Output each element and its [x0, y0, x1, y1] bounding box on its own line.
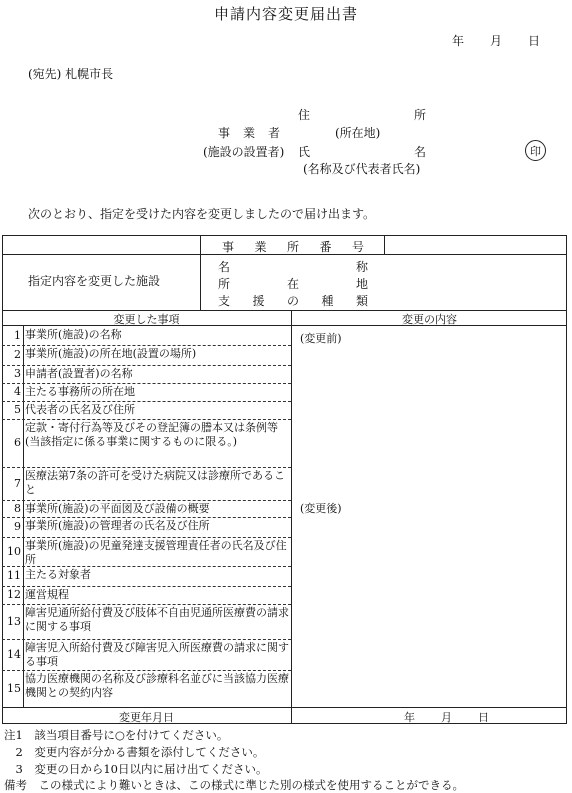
- list-item: 申請者(設置者)の名称: [25, 367, 133, 380]
- statement-text: 次のとおり、指定を受けた内容を変更しましたので届け出ます。: [28, 207, 376, 221]
- support-type-label: 支 援 の 種 類: [218, 294, 368, 308]
- col-items-header: 変更した事項: [113, 313, 180, 326]
- change-date-fields: [404, 709, 489, 725]
- item-number: 4: [14, 385, 21, 398]
- item-number: 7: [14, 477, 21, 490]
- list-item: 定款・寄付行為等及びその登記簿の謄本又は条例等(当該指定に係る事業に関するものに限る。): [25, 421, 278, 448]
- item-number: 15: [7, 682, 21, 695]
- row-divider: [2, 383, 291, 384]
- change-date-label: 変更年月日: [119, 711, 174, 724]
- list-item: 事業所(施設)の所在地(設置の場所): [25, 347, 197, 360]
- col-content-header: 変更の内容: [402, 313, 457, 326]
- item-number: 6: [14, 436, 21, 449]
- item-number: 5: [14, 403, 21, 416]
- row-divider: [2, 345, 291, 346]
- row-divider: [2, 586, 291, 587]
- row-divider: [2, 537, 291, 538]
- item-number: 10: [7, 545, 21, 558]
- row-divider: [2, 467, 291, 468]
- address-label: 住 所: [298, 108, 426, 122]
- row-divider: [2, 517, 291, 518]
- item-number: 8: [14, 502, 21, 515]
- day-label: 日: [527, 34, 540, 48]
- after-label: (変更後): [300, 502, 342, 515]
- list-item: 主たる事務所の所在地: [25, 385, 135, 398]
- changed-facility-label: 指定内容を変更した施設: [28, 274, 161, 288]
- rule: [200, 235, 201, 311]
- list-item: 事業所(施設)の児童発達支援管理責任者の氏名及び住所: [25, 539, 287, 566]
- row-divider: [2, 604, 291, 605]
- facility-location-label: 所 在 地: [218, 277, 368, 291]
- row-divider: [2, 401, 291, 402]
- rule: [291, 310, 292, 724]
- list-item: 事業所(施設)の管理者の氏名及び住所: [25, 519, 210, 532]
- row-divider: [2, 365, 291, 366]
- seal-mark: 印: [525, 140, 546, 161]
- addressee: (宛先) 札幌市長: [28, 67, 114, 81]
- item-number: 3: [14, 367, 21, 380]
- list-item: 運営規程: [25, 588, 69, 601]
- facility-name-label: 名 称: [218, 260, 368, 274]
- name-label: 氏 名: [298, 145, 426, 159]
- rule: [2, 707, 567, 708]
- change-day-label: 日: [478, 711, 489, 724]
- item-number: 12: [7, 588, 21, 601]
- list-item: 医療法第7条の許可を受けた病院又は診療所であること: [25, 469, 285, 496]
- list-item: 代表者の氏名及び住所: [25, 403, 135, 416]
- note-1: 注1 該当項目番号に○を付けてください。: [4, 728, 229, 742]
- item-number: 2: [14, 348, 21, 361]
- item-number: 1: [14, 329, 21, 342]
- row-divider: [2, 639, 291, 640]
- row-divider: [2, 566, 291, 567]
- facility-number-label: 事 業 所 番 号: [222, 240, 364, 254]
- item-number: 14: [7, 648, 21, 661]
- before-label: (変更前): [300, 332, 342, 345]
- row-divider: [2, 670, 291, 671]
- location-note: (所在地): [335, 126, 381, 140]
- item-number: 13: [7, 615, 21, 628]
- item-number: 11: [7, 569, 21, 582]
- list-item: 障害児通所給付費及び肢体不自由児通所医療費の請求に関する事項: [25, 606, 289, 633]
- list-item: 事業所(施設)の平面図及び設備の概要: [25, 502, 210, 515]
- row-divider: [2, 500, 291, 501]
- list-item: 障害児入所給付費及び障害児入所医療費の請求に関する事項: [25, 641, 289, 668]
- jigyosha-label: 事 業 者: [218, 126, 280, 140]
- note-3: 3 変更の日から10日以内に届け出てください。: [4, 762, 268, 776]
- item-number: 9: [14, 520, 21, 533]
- name-note: (名称及び代表者氏名): [303, 162, 421, 176]
- change-year-label: 年: [404, 711, 415, 724]
- page-title: 申請内容変更届出書: [213, 5, 358, 23]
- month-label: 月: [489, 34, 502, 48]
- establisher-label: (施設の設置者): [203, 145, 285, 159]
- note-2: 2 変更内容が分かる書類を添付してください。: [4, 745, 265, 759]
- list-item: 協力医療機関の名称及び診療科名並びに当該協力医療機関との契約内容: [25, 672, 289, 699]
- row-divider: [2, 419, 291, 420]
- change-month-label: 月: [441, 711, 452, 724]
- rule: [384, 235, 385, 255]
- list-item: 事業所(施設)の名称: [25, 328, 122, 341]
- note-remark: 備考 この様式により難いときは、この様式に準じた別の様式を使用することができる。: [4, 778, 464, 792]
- year-label: 年: [452, 34, 465, 48]
- date-fields: [452, 32, 540, 49]
- list-item: 主たる対象者: [25, 568, 91, 581]
